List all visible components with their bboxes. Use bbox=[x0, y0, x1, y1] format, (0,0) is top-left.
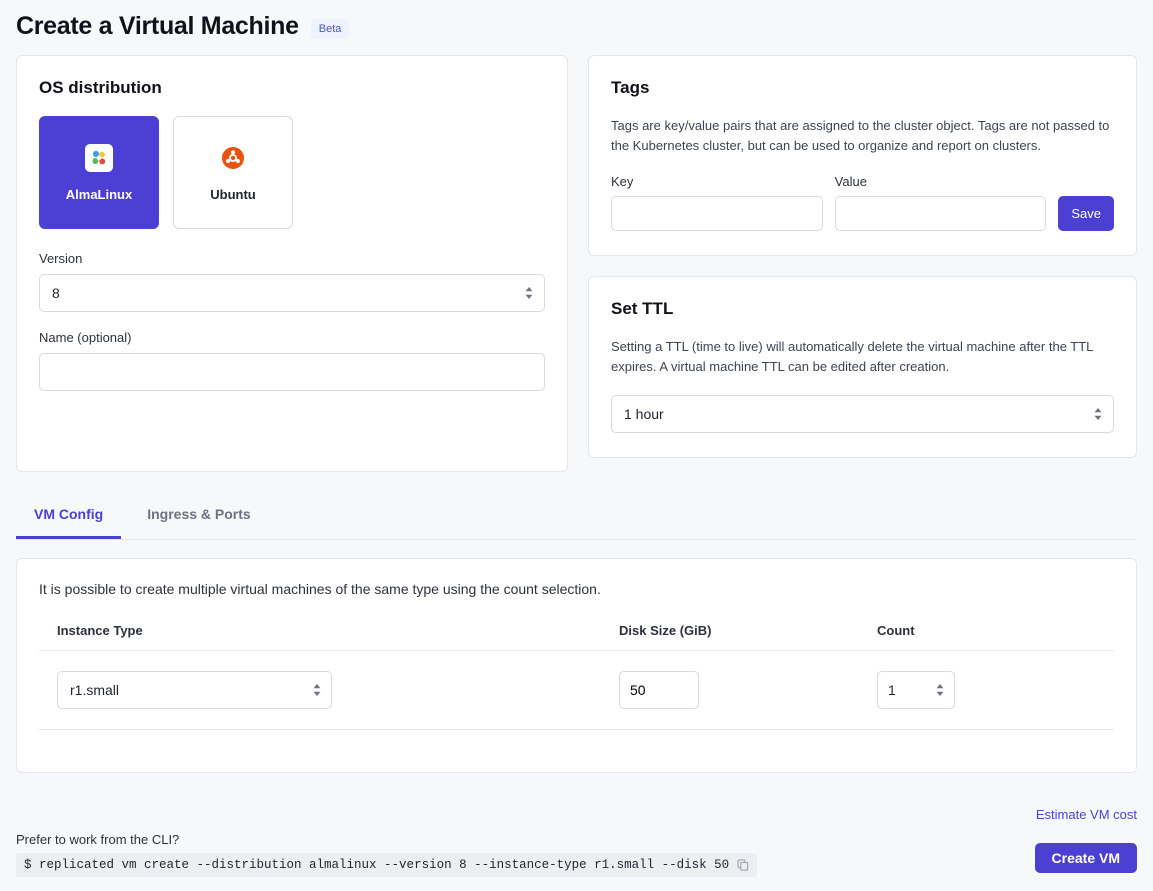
cli-command-text: $ replicated vm create --distribution almalinux --version 8 --instance-type r1.small --disk 50 bbox=[24, 858, 730, 872]
beta-badge: Beta bbox=[311, 19, 350, 39]
tag-key-label: Key bbox=[611, 174, 634, 189]
cli-block bbox=[16, 832, 757, 877]
os-tiles bbox=[39, 116, 545, 229]
count-value: 1 bbox=[888, 682, 896, 698]
almalinux-icon bbox=[84, 143, 114, 173]
tags-description: Tags are key/value pairs that are assigned to the cluster object. Tags are not passed to the Kubernetes cluster, but can be used to organize and report on clusters. bbox=[611, 118, 1110, 153]
right-column bbox=[588, 55, 1137, 458]
tag-key-field bbox=[611, 174, 823, 231]
create-vm-button[interactable]: Create VM bbox=[1035, 843, 1137, 873]
page-footer bbox=[0, 807, 1153, 891]
top-columns bbox=[16, 55, 1137, 472]
name-label: Name (optional) bbox=[39, 330, 132, 345]
version-field bbox=[39, 251, 545, 312]
ttl-select[interactable] bbox=[611, 395, 1114, 433]
column-header-instance-type: Instance Type bbox=[57, 623, 143, 638]
tag-value-input[interactable] bbox=[835, 196, 1047, 231]
copy-icon[interactable] bbox=[737, 859, 749, 871]
disk-size-input[interactable] bbox=[619, 671, 699, 709]
count-cell bbox=[877, 671, 1077, 709]
page-header bbox=[16, 12, 1137, 41]
tag-key-input[interactable] bbox=[611, 196, 823, 231]
disk-size-cell bbox=[619, 671, 877, 709]
tag-value-field bbox=[835, 174, 1047, 231]
os-tile-label: Ubuntu bbox=[210, 187, 256, 202]
ttl-title: Set TTL bbox=[611, 299, 674, 318]
cli-label: Prefer to work from the CLI? bbox=[16, 832, 180, 847]
os-distribution-column bbox=[16, 55, 568, 472]
name-field bbox=[39, 330, 545, 391]
column-header-count: Count bbox=[877, 623, 915, 638]
version-select-value: 8 bbox=[52, 285, 60, 301]
tab-vm-config[interactable]: VM Config bbox=[16, 494, 121, 539]
column-header-disk-size: Disk Size (GiB) bbox=[619, 623, 712, 638]
tag-value-label: Value bbox=[834, 174, 867, 189]
ubuntu-icon bbox=[218, 143, 248, 173]
ttl-select-value: 1 hour bbox=[624, 406, 664, 422]
cli-command bbox=[16, 853, 757, 877]
vm-config-note: It is possible to create multiple virtual machines of the same type using the count selection. bbox=[39, 581, 601, 597]
name-input[interactable] bbox=[39, 353, 545, 391]
os-distribution-title: OS distribution bbox=[39, 78, 162, 97]
config-tabs bbox=[16, 494, 1137, 540]
version-label: Version bbox=[39, 251, 83, 266]
tab-ingress-ports[interactable]: Ingress & Ports bbox=[147, 506, 251, 522]
instance-type-value: r1.small bbox=[70, 682, 120, 698]
chevron-updown-icon bbox=[312, 682, 322, 698]
page-title: Create a Virtual Machine bbox=[16, 12, 299, 40]
count-stepper[interactable] bbox=[877, 671, 955, 709]
chevron-updown-icon[interactable] bbox=[935, 682, 945, 698]
version-select[interactable] bbox=[39, 274, 545, 312]
tags-title: Tags bbox=[611, 78, 650, 97]
os-tile-label: AlmaLinux bbox=[65, 187, 133, 202]
save-tag-button[interactable]: Save bbox=[1058, 196, 1114, 231]
table-row bbox=[39, 651, 1114, 730]
os-tile-ubuntu[interactable] bbox=[173, 116, 293, 229]
vm-config-card bbox=[16, 558, 1137, 773]
instance-type-select[interactable] bbox=[57, 671, 332, 709]
table-header-row bbox=[39, 623, 1114, 651]
estimate-vm-cost-link[interactable]: Estimate VM cost bbox=[1035, 807, 1137, 822]
chevron-updown-icon bbox=[524, 285, 534, 301]
chevron-updown-icon bbox=[1093, 406, 1103, 422]
instance-type-cell bbox=[39, 671, 619, 709]
tags-key-value-row bbox=[611, 174, 1114, 231]
os-tile-almalinux[interactable] bbox=[39, 116, 159, 229]
vm-config-table bbox=[39, 623, 1114, 730]
footer-row bbox=[16, 832, 1137, 877]
ttl-description: Setting a TTL (time to live) will automatically delete the virtual machine after the TTL expires. A virtual machine TTL can be edited after creation. bbox=[611, 339, 1093, 374]
os-distribution-card bbox=[16, 55, 568, 472]
ttl-card bbox=[588, 276, 1137, 458]
tags-card bbox=[588, 55, 1137, 256]
